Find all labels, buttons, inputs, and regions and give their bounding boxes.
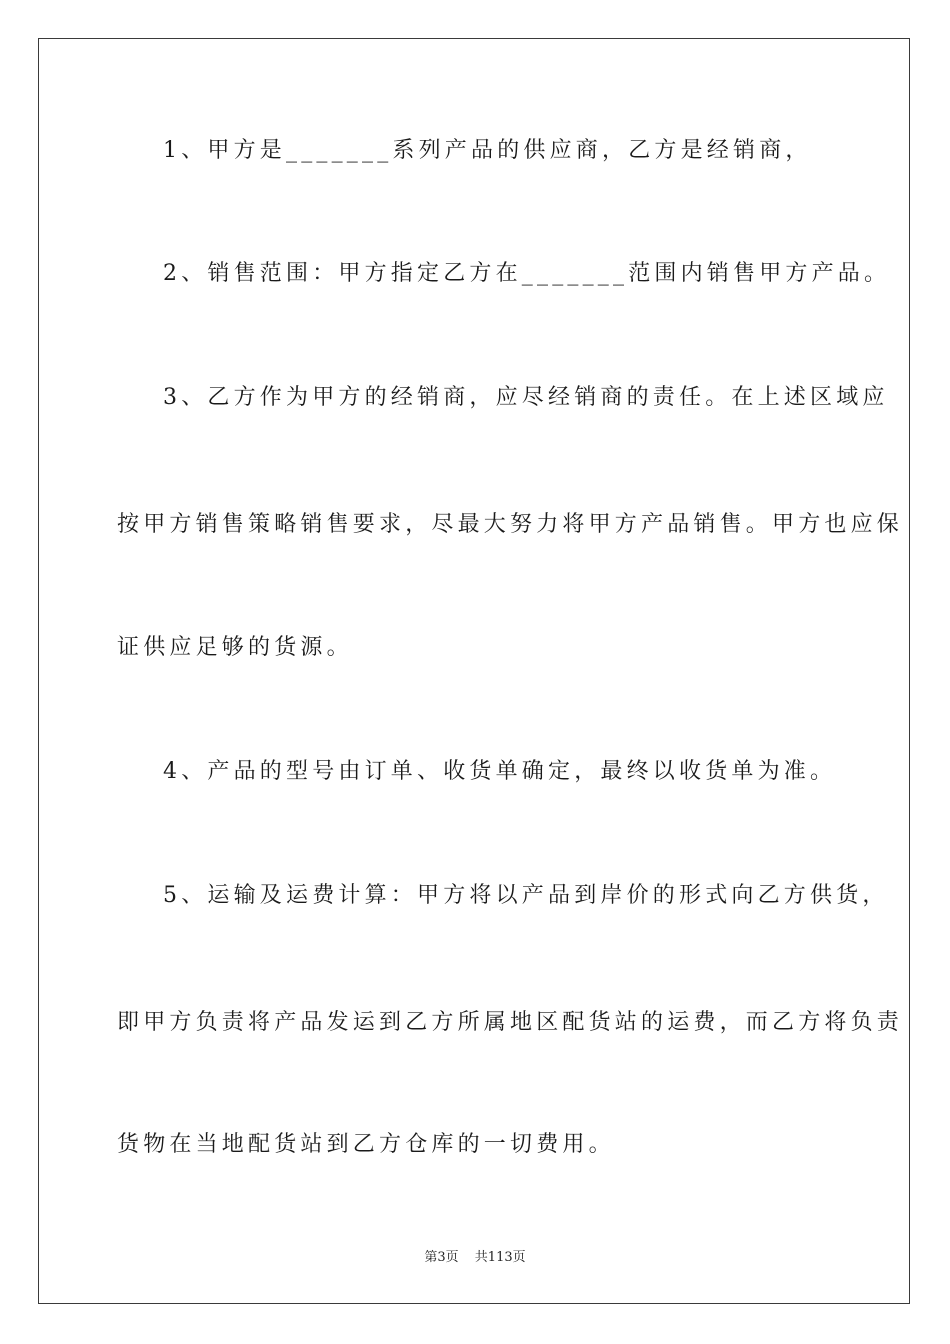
clause-3-line-1: 3、乙方作为甲方的经销商，应尽经销商的责任。在上述区域应: [163, 385, 889, 410]
clause-5-line-3: 货物在当地配货站到乙方仓库的一切费用。: [117, 1132, 615, 1157]
clause-2-line: 2、销售范围：甲方指定乙方在_______范围内销售甲方产品。: [163, 261, 891, 286]
page-footer: [0, 1246, 950, 1265]
clause-3-line-3: 证供应足够的货源。: [117, 635, 353, 660]
clause-5-line-1: 5、运输及运费计算：甲方将以产品到岸价的形式向乙方供货，: [163, 883, 889, 908]
page-total: 共113页: [474, 1250, 526, 1265]
clause-4-line: 4、产品的型号由订单、收货单确定，最终以收货单为准。: [163, 759, 837, 784]
clause-5-line-2: 即甲方负责将产品发运到乙方所属地区配货站的运费，而乙方将负责: [117, 1010, 904, 1035]
page-border: [38, 38, 910, 1304]
page-number: 第3页: [424, 1250, 459, 1265]
clause-3-line-2: 按甲方销售策略销售要求，尽最大努力将甲方产品销售。甲方也应保: [117, 512, 904, 537]
clause-1-line: 1、甲方是_______系列产品的供应商，乙方是经销商，: [163, 138, 812, 163]
